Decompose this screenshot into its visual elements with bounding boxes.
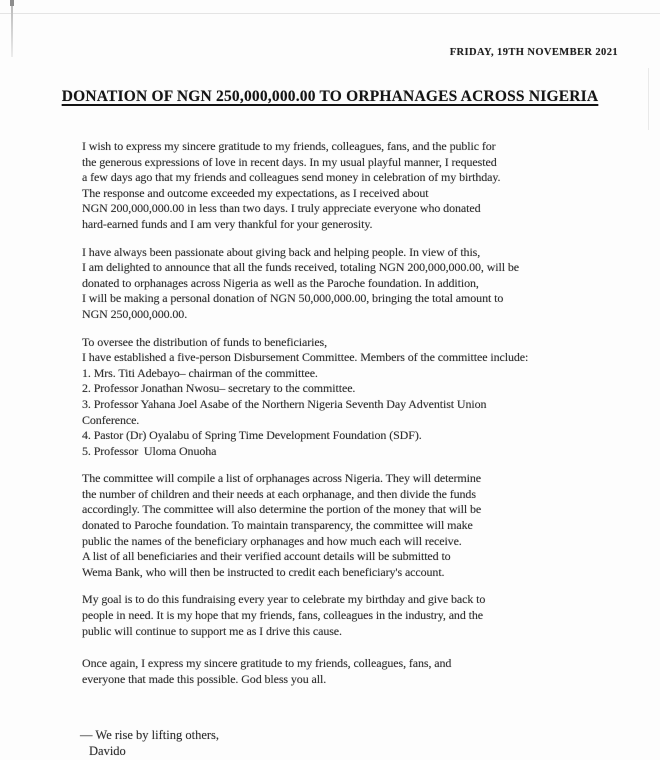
letter-line: I am delighted to announce that all the funds received, totaling NGN 200,000,000.00, will be [82, 260, 520, 275]
letter-line: public the names of the beneficiary orphanages and how much each will receive. [82, 533, 462, 548]
letter-line: donated to Paroche foundation. To maintain transparency, the committee will make [82, 518, 473, 533]
letter-line: I have established a five-person Disbursement Committee. Members of the committee include: [82, 350, 529, 365]
signature-name: Davido [89, 744, 126, 758]
letter-line: 4. Pastor (Dr) Oyalabu of Spring Time Development Foundation (SDF). [82, 428, 422, 443]
letter-line: hard-earned funds and I am very thankful for your generosity. [82, 216, 373, 231]
letter-line: Once again, I express my sincere gratitude to my friends, colleagues, fans, and [82, 656, 452, 671]
letter-paragraph [82, 592, 528, 639]
letter-line: 1. Mrs. Titi Adebayo– chairman of the committee. [82, 365, 318, 380]
letter-paragraph [82, 245, 528, 323]
letter-paragraph [82, 656, 528, 687]
letter-line: I wish to express my sincere gratitude to my friends, colleagues, fans, and the public for [82, 139, 496, 153]
letter-line: public will continue to support me as I drive this cause. [82, 623, 342, 638]
letter-line: Conference. [82, 412, 140, 427]
letter-line: 5. Professor Uloma Onuoha [82, 443, 217, 458]
letter-line: the number of children and their needs at each orphanage, and then divide the funds [82, 486, 476, 501]
letter-line: A list of all beneficiaries and their verified account details will be submitted to [82, 549, 451, 564]
letter-body [82, 139, 528, 699]
letter-line: everyone that made this possible. God bless you all. [82, 671, 327, 686]
page-edge-horizontal-line [0, 13, 660, 14]
letter-line: My goal is to do this fundraising every year to celebrate my birthday and give back to [82, 592, 486, 607]
page-edge-vertical-line [11, 0, 13, 57]
letter-line: 3. Professor Yahana Joel Asabe of the Northern Nigeria Seventh Day Adventist Union [82, 396, 487, 411]
letter-line: Wema Bank, who will then be instructed to credit each beneficiary's account. [82, 564, 445, 579]
signature-block [80, 727, 219, 759]
letter-paragraph [82, 335, 528, 460]
letter-line: 2. Professor Jonathan Nwosu– secretary to the committee. [82, 381, 356, 396]
letter-line: the generous expressions of love in recent days. In my usual playful manner, I requested [82, 154, 497, 169]
letter-line: donated to orphanages across Nigeria as well as the Paroche foundation. In addition, [82, 275, 479, 290]
letter-line: The response and outcome exceeded my expectations, as I received about [82, 185, 429, 200]
letter-line: NGN 250,000,000.00. [82, 306, 188, 321]
letter-line: To oversee the distribution of funds to beneficiaries, [82, 334, 328, 349]
letter-line: a few days ago that my friends and colleagues send money in celebration of my birthday. [82, 170, 501, 185]
letter-title: DONATION OF NGN 250,000,000.00 TO ORPHANAGES ACROSS NIGERIA [61, 88, 599, 105]
letter-paragraph [82, 139, 528, 233]
letter-line: people in need. It is my hope that my friends, fans, colleagues in the industry, and the [82, 608, 483, 623]
letter-line: NGN 200,000,000.00 in less than two days. I truly appreciate everyone who donated [82, 201, 481, 216]
letter-line: I will be making a personal donation of NGN 50,000,000.00, bringing the total amount to [82, 291, 504, 306]
letter-line: I have always been passionate about giving back and helping people. In view of this, [82, 244, 481, 259]
signature-quote: — We rise by lifting others, [80, 728, 220, 742]
letter-date: FRIDAY, 19TH NOVEMBER 2021 [449, 47, 618, 58]
letter-line: accordingly. The committee will also determine the portion of the money that will be [82, 502, 482, 517]
letter-paragraph [82, 471, 528, 580]
letter-line: The committee will compile a list of orphanages across Nigeria. They will determine [82, 471, 482, 486]
page-corner-mark [10, 0, 14, 6]
